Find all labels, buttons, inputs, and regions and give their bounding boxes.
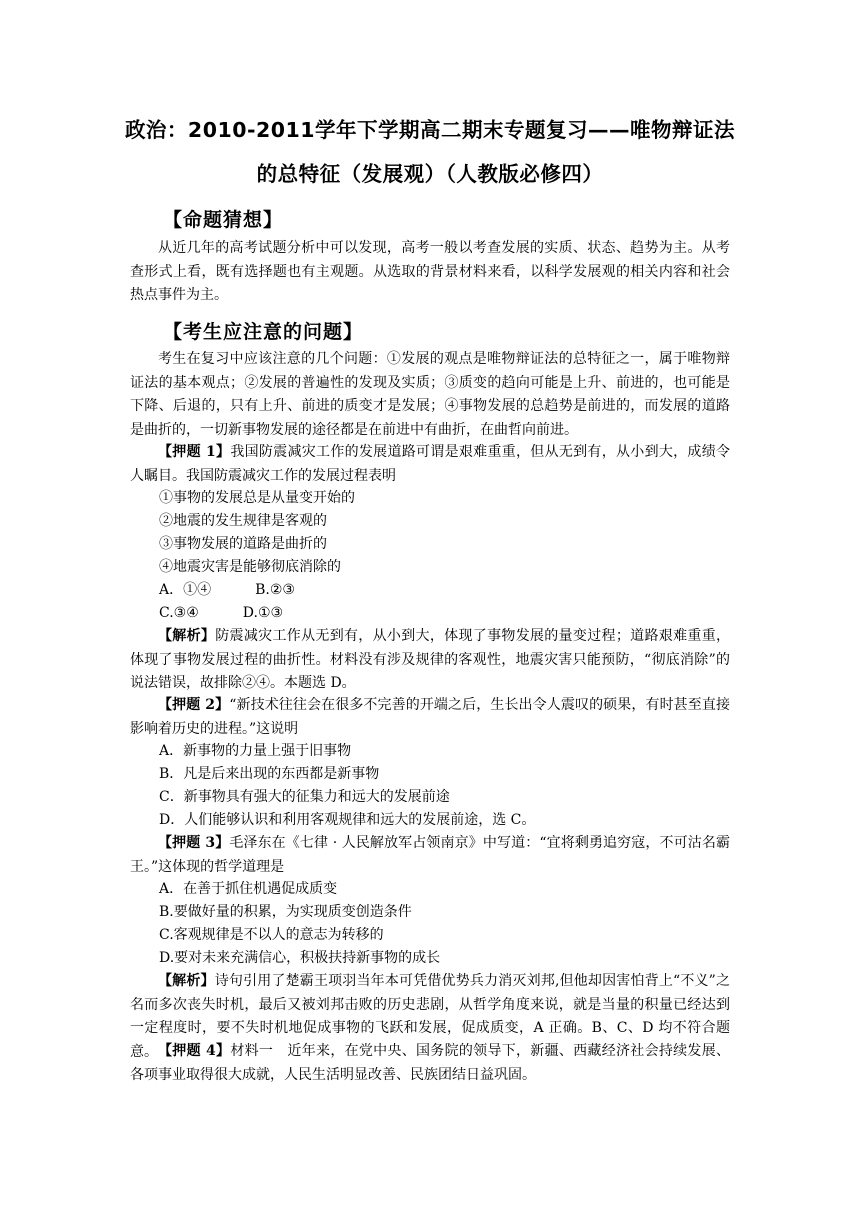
question-3-analysis-text: 诗句引用了楚霸王项羽当年本可凭借优势兵力消灭刘邦,但他却因害怕背上“不义”之名而多次丧失时机，最后又被刘邦击败的历史悲剧，从哲学角度来说，就是当量的积量已经达到一定程度时，要不失时机地促成事物的飞跃和发展，促成质变，A 正确。B、C、D 均不符合题意。 xyxy=(130,973,731,1060)
question-2-stem: “新技术往往会在很多不完善的开端之后，生长出令人震叹的硕果，有时甚至直接影响着历史的进程。”这说明 xyxy=(130,697,730,737)
question-1-analysis-tag: 【解析】 xyxy=(158,628,216,644)
question-4 xyxy=(130,1040,730,1087)
question-3-option-d: D.要对未来充满信心，积极扶持新事物的成长 xyxy=(159,950,441,966)
question-2-option-d: D．人们能够认识和利用客观规律和远大的发展前途，选 C。 xyxy=(159,812,536,828)
section-body-prediction: 从近几年的高考试题分析中可以发现，高考一般以考查发展的实质、状态、趋势为主。从考查形式上看，既有选择题也有主观题。从选取的背景材料来看，以科学发展观的相关内容和社会热点事件为主。 xyxy=(130,240,730,303)
section-body-notes: 考生在复习中应该注意的几个问题：①发展的观点是唯物辩证法的总特征之一，属于唯物辩证法的基本观点；②发展的普遍性的发现及实质；③质变的趋向可能是上升、前进的，也可能是下降、后退的，只有上升、前进的质变才是发展；④事物发展的总趋势是前进的，而发展的道路是曲折的，一切新事物发展的途径都是在前进中有曲折，在曲哲向前进。 xyxy=(130,351,730,438)
question-1-choices-row1 xyxy=(159,579,295,602)
question-3-stem: 毛泽东在《七律 · 人民解放军占领南京》中写道：“宜将剩勇追穷寇，不可沽名霸王。”这体现的哲学道理是 xyxy=(130,835,730,875)
question-1-option-2: ②地震的发生规律是客观的 xyxy=(159,513,327,529)
question-2 xyxy=(130,694,730,741)
question-1-option-1: ①事物的发展总是从量变开始的 xyxy=(159,490,355,506)
question-2-option-c: C．新事物具有强大的征集力和远大的发展前途 xyxy=(159,789,450,805)
question-2-option-a: A．新事物的力量上强于旧事物 xyxy=(159,743,352,759)
document-title-line1: 政治：2010-2011学年下学期高二期末专题复习——唯物辩证法 xyxy=(124,118,736,142)
question-2-tag: 【押题 2】 xyxy=(158,697,230,713)
question-1-choice-d: D.①③ xyxy=(242,605,284,621)
question-1-tag: 【押题 1】 xyxy=(158,444,231,460)
question-1-analysis-text: 防震减灾工作从无到有，从小到大，体现了事物发展的量变过程；道路艰难重重，体现了事物发展过程的曲折性。材料没有涉及规律的客观性，地震灾害只能预防，“彻底消除”的说法错误，故排除②④。本题选 D。 xyxy=(130,628,731,691)
section-heading-prediction: 【命题猜想】 xyxy=(163,209,284,231)
question-3-option-b: B.要做好量的积累，为实现质变创造条件 xyxy=(159,904,412,920)
question-2-option-b: B．凡是后来出现的东西都是新事物 xyxy=(159,766,380,782)
question-3 xyxy=(130,832,730,879)
question-1-option-4: ④地震灾害是能够彻底消除的 xyxy=(159,559,341,575)
question-1-option-3: ③事物发展的道路是曲折的 xyxy=(159,536,327,552)
question-1-choices-row2 xyxy=(159,602,283,625)
question-4-tag: 【押题 4】 xyxy=(158,1043,231,1059)
question-4-stem: 材料一 近年来，在党中央、国务院的领导下，新疆、西藏经济社会持续发展、各项事业取得很大成就，人民生活明显改善、民族团结日益巩固。 xyxy=(130,1043,730,1083)
section-heading-notes: 【考生应注意的问题】 xyxy=(163,321,364,343)
question-3-option-c: C.客观规律是不以人的意志为转移的 xyxy=(159,927,384,943)
question-1-choice-b: B.②③ xyxy=(255,582,295,598)
question-1-choice-a: A．①④ xyxy=(159,582,212,598)
question-1-choice-c: C.③④ xyxy=(159,605,199,621)
question-3-analysis-tag: 【解析】 xyxy=(158,973,215,989)
question-1-stem: 我国防震减灾工作的发展道路可谓是艰难重重，但从无到有，从小到大，成绩令人瞩目。我国防震减灾工作的发展过程表明 xyxy=(130,444,730,484)
question-1-analysis xyxy=(130,625,730,696)
question-1 xyxy=(130,441,730,488)
question-3-tag: 【押题 3】 xyxy=(158,835,230,851)
question-3-option-a: A．在善于抓住机遇促成质变 xyxy=(159,881,338,897)
document-title-line2: 的总特征（发展观）（人教版必修四） xyxy=(256,162,604,186)
